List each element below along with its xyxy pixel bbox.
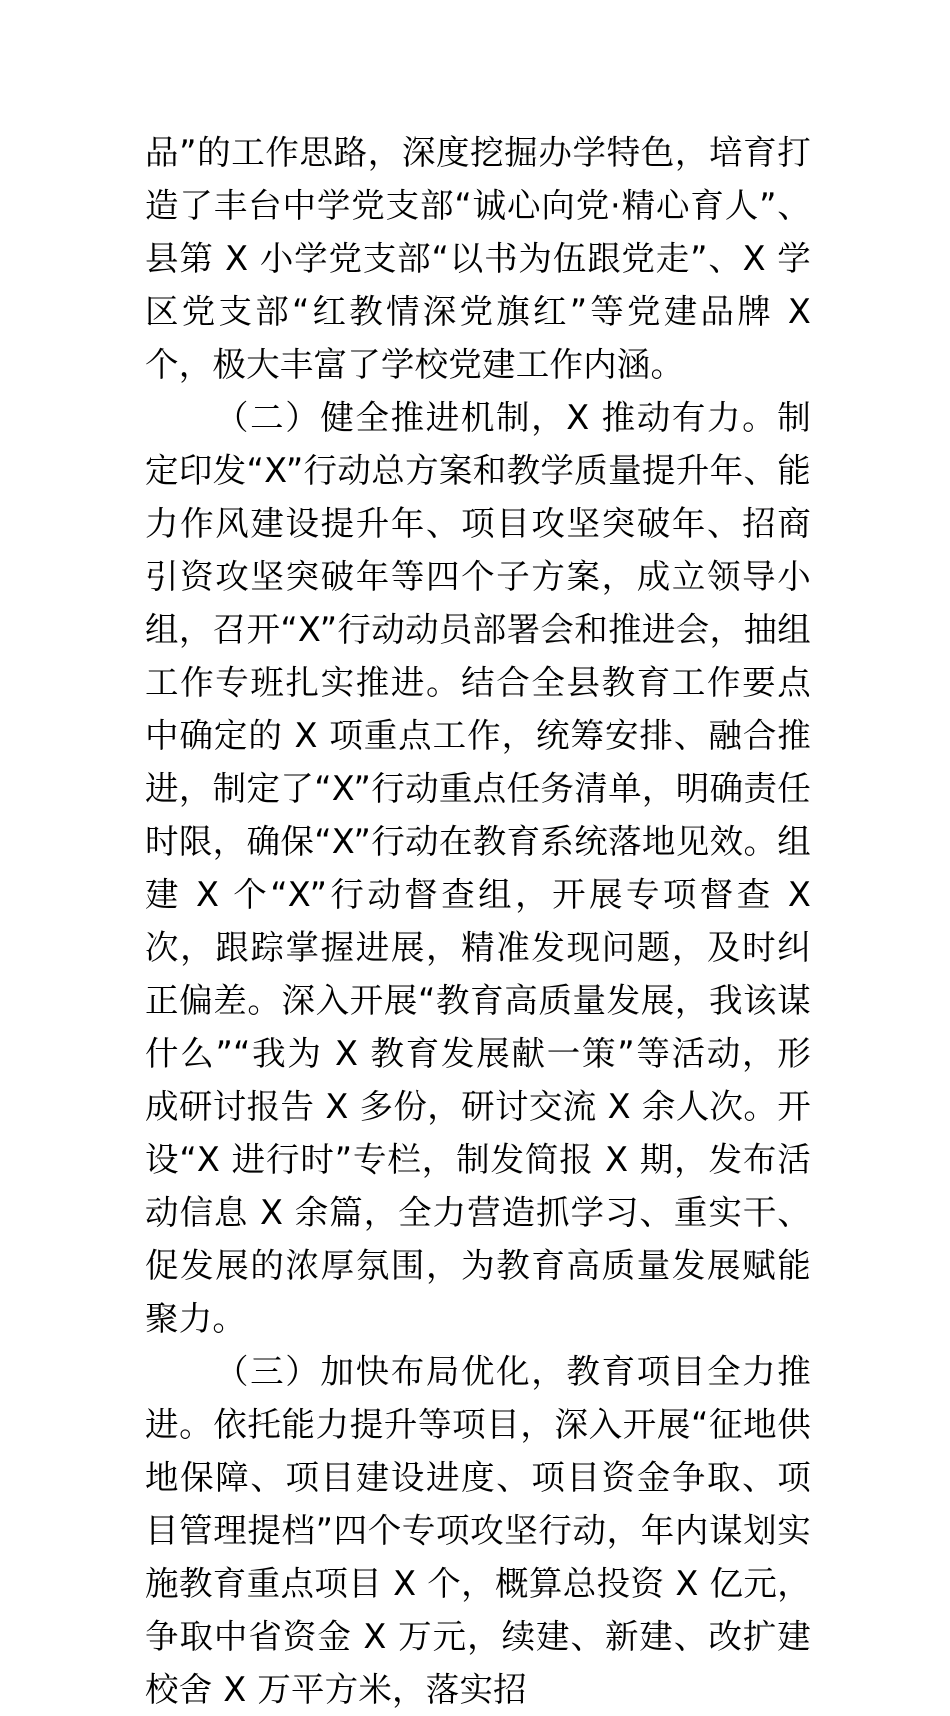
paragraph-continued: 品”的工作思路，深度挖掘办学特色，培育打造了丰台中学党支部“诚心向党·精心育人”、县第 X 小学党支部“以书为伍跟党走”、X 学区党支部“红教情深党旗红”等党建品牌 X 个，极大丰富了学校党建工作内涵。 [145,133,811,384]
paragraph-section-two: （二）健全推进机制，X 推动有力。制定印发“X”行动总方案和教学质量提升年、能力作风建设提升年、项目攻坚突破年、招商引资攻坚突破年等四个子方案，成立领导小组，召开“X”行动动员部署会和推进会，抽组工作专班扎实推进。结合全县教育工作要点中确定的 X 项重点工作，统筹安排、融合推进，制定了“X”行动重点任务清单，明确责任时限，确保“X”行动在教育系统落地见效。组建 X 个“X”行动督查组，开展专项督查 X 次，跟踪掌握进展，精准发现问题，及时纠正偏差。深入开展“教育高质量发展，我该谋什么”“我为 X 教育发展献一策”等活动，形成研讨报告 X 多份，研讨交流 X 余人次。开设“X 进行时”专栏，制发简报 X 期，发布活动信息 X 余篇，全力营造抓学习、重实干、促发展的浓厚氛围，为教育高质量发展赋能聚力。 [145,398,811,1338]
paragraph-section-three: （三）加快布局优化，教育项目全力推进。依托能力提升等项目，深入开展“征地供地保障、项目建设进度、项目资金争取、项目管理提档”四个专项攻坚行动，年内谋划实施教育重点项目 X 个，概算总投资 X 亿元，争取中省资金 X 万元，续建、新建、改扩建校舍 X 万平方米，落实招 [145,1352,811,1709]
document-text-body [145,126,811,1716]
